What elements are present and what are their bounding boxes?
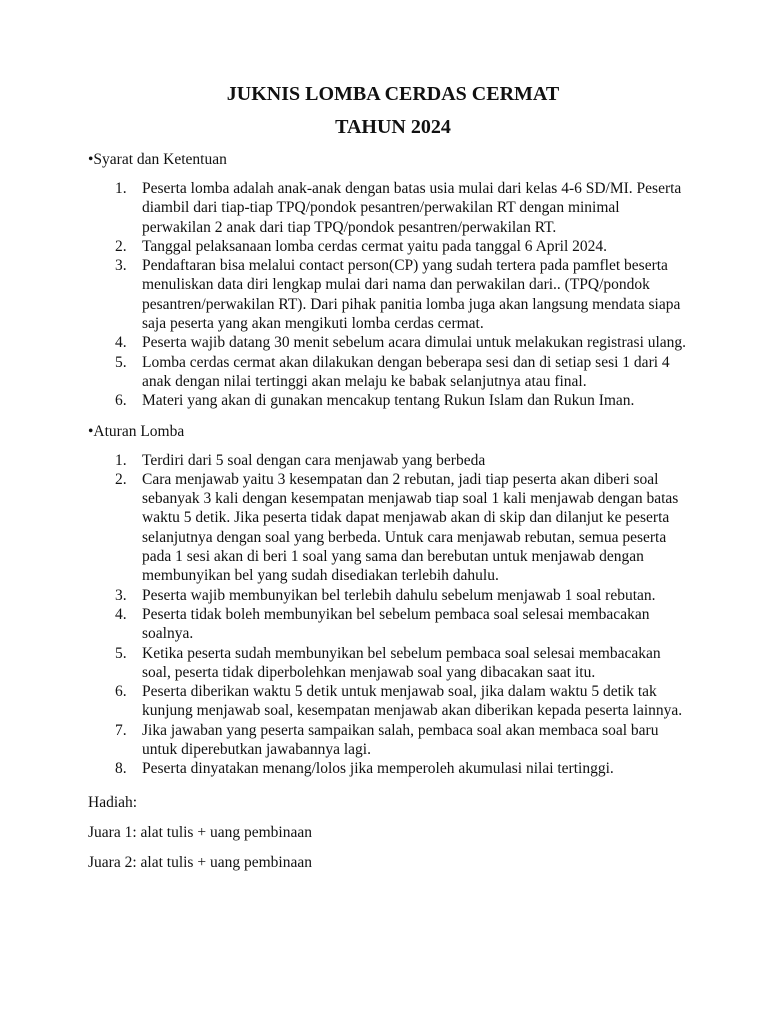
list-item-number: 1. [115, 451, 127, 469]
list-item [88, 179, 688, 237]
list-item [88, 237, 688, 256]
list-item-number: 8. [115, 760, 127, 778]
list-item-number: 3. [115, 257, 127, 275]
list-item [88, 586, 688, 605]
list-item-number: 4. [115, 605, 127, 623]
list-item-text: Terdiri dari 5 soal dengan cara menjawab yang berbeda [142, 451, 486, 469]
list-item-text: Peserta wajib membunyikan bel terlebih dahulu sebelum menjawab 1 soal rebutan. [142, 586, 656, 604]
syarat-list [88, 179, 688, 411]
list-item-text: Peserta tidak boleh membunyikan bel sebelum pembaca soal selesai membacakan soalnya. [142, 605, 650, 643]
list-item [88, 721, 688, 760]
list-item-text: Materi yang akan di gunakan mencakup tentang Rukun Islam dan Rukun Iman. [142, 392, 635, 410]
list-item [88, 470, 688, 586]
list-item-text: Peserta dinyatakan menang/lolos jika memperoleh akumulasi nilai tertinggi. [142, 760, 614, 778]
aturan-list [88, 451, 688, 779]
prize-line: Juara 1: alat tulis + uang pembinaan [88, 823, 312, 841]
list-item [88, 353, 688, 392]
list-item-number: 2. [115, 237, 127, 255]
list-item-number: 5. [115, 353, 127, 371]
list-item-number: 3. [115, 586, 127, 604]
list-item-text: Tanggal pelaksanaan lomba cerdas cermat yaitu pada tanggal 6 April 2024. [142, 237, 608, 255]
list-item-text: Peserta lomba adalah anak-anak dengan batas usia mulai dari kelas 4-6 SD/MI. Peserta diambil dari tiap-tiap TPQ/pondok pesantren/perwakilan RT dengan minimal perwakilan 2 anak dari tiap TPQ/pondok pesantren/perwakilan RT. [142, 180, 682, 236]
list-item [88, 644, 688, 683]
list-item [88, 759, 688, 778]
list-item-number: 6. [115, 392, 127, 410]
list-item-number: 5. [115, 644, 127, 662]
list-item-number: 1. [115, 180, 127, 197]
list-item-number: 7. [115, 721, 127, 739]
hadiah-heading: Hadiah: [88, 793, 138, 811]
list-item-text: Cara menjawab yaitu 3 kesempatan dan 2 rebutan, jadi tiap peserta akan diberi soal sebanyak 3 kali dengan kesempatan menjawab tiap soal 1 kali menjawab dengan batas waktu 5 detik. Jika peserta tidak dapat menjawab akan di skip dan dilanjut ke peserta selanjutnya dengan soal yang berbeda. Untuk cara menjawab rebutan, semua peserta pada 1 sesi akan di beri 1 soal yang sama dan berebutan untuk menjawab dengan membunyikan bel yang sudah disediakan terlebih dahulu. [142, 470, 679, 585]
list-item [88, 333, 688, 352]
section-heading-aturan: •Aturan Lomba [88, 422, 185, 440]
list-item-text: Peserta diberikan waktu 5 detik untuk menjawab soal, jika dalam waktu 5 detik tak kunjung menjawab soal, kesempatan menjawab akan diberikan kepada peserta lainnya. [142, 683, 683, 720]
list-item-text: Jika jawaban yang peserta sampaikan salah, pembaca soal akan membaca soal baru untuk diperebutkan jawabannya lagi. [142, 721, 659, 759]
list-item-text: Lomba cerdas cermat akan dilakukan dengan beberapa sesi dan di setiap sesi 1 dari 4 anak dengan nilai tertinggi akan melaju ke babak selanjutnya atau final. [142, 353, 670, 390]
list-item [88, 682, 688, 721]
list-item-number: 6. [115, 683, 127, 701]
document-year: TAHUN 2024 [335, 116, 451, 138]
list-item [88, 256, 688, 333]
list-item-text: Ketika peserta sudah membunyikan bel sebelum pembaca soal selesai membacakan soal, peserta tidak diperbolehkan menjawab soal yang dibacakan saat itu. [142, 644, 661, 681]
prize-line: Juara 2: alat tulis + uang pembinaan [88, 853, 312, 871]
list-item-number: 4. [115, 334, 127, 352]
section-heading-syarat: •Syarat dan Ketentuan [88, 151, 227, 168]
list-item-number: 2. [115, 470, 127, 488]
list-item-text: Peserta wajib datang 30 menit sebelum acara dimulai untuk melakukan registrasi ulang. [142, 334, 687, 352]
list-item [88, 605, 688, 644]
list-item-text: Pendaftaran bisa melalui contact person(CP) yang sudah tertera pada pamflet beserta menuliskan data diri lengkap mulai dari nama dan perwakilan dari.. (TPQ/pondok pesantren/perwakilan RT). Dari pihak panitia lomba juga akan langsung mendata siapa saja peserta yang akan mengikuti lomba cerdas cermat. [142, 257, 681, 333]
list-item [88, 391, 688, 410]
document-title: JUKNIS LOMBA CERDAS CERMAT [226, 83, 560, 105]
list-item [88, 451, 688, 470]
